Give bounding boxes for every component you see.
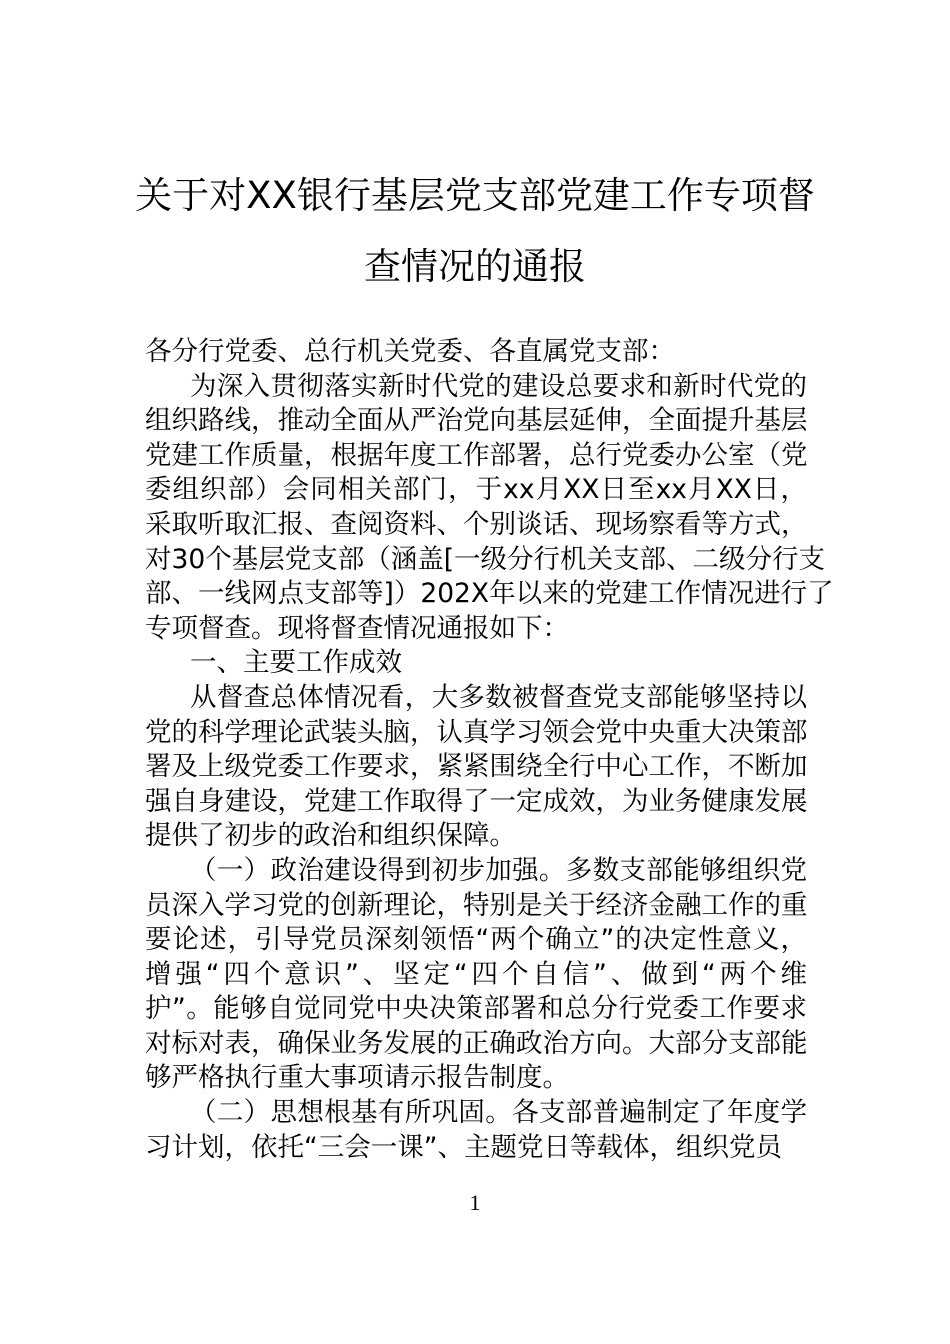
text-line: 强自身建设，党建工作取得了一定成效，为业务健康发展 bbox=[145, 785, 808, 817]
text-line: 为深入贯彻落实新时代党的建设总要求和新时代党的 bbox=[190, 370, 807, 402]
text-line: 对30个基层党支部（涵盖[一级分行机关支部、二级分行支 bbox=[145, 543, 826, 575]
document-body bbox=[145, 335, 834, 1165]
text-line: 采取听取汇报、查阅资料、个别谈话、现场察看等方式， bbox=[145, 508, 808, 540]
text-line: 党的科学理论武装头脑，认真学习领会党中央重大决策部 bbox=[145, 716, 808, 748]
document-title-line-2: 查情况的通报 bbox=[364, 245, 586, 288]
text-line: 专项督查。现将督查情况通报如下： bbox=[145, 612, 569, 644]
text-line: 署及上级党委工作要求，紧紧围绕全行中心工作，不断加 bbox=[145, 751, 808, 783]
paragraph bbox=[145, 646, 807, 681]
text-line: 提供了初步的政治和组织保障。 bbox=[145, 820, 516, 852]
text-line: 增强“四个意识”、坚定“四个自信”、做到“两个维 bbox=[145, 958, 807, 990]
paragraph bbox=[145, 681, 807, 854]
text-line: 习计划，依托“三会一课”、主题党日等载体，组织党员 bbox=[145, 1131, 782, 1163]
text-line: 护”。能够自觉同党中央决策部署和总分行党委工作要求 bbox=[145, 993, 807, 1025]
text-line: 对标对表，确保业务发展的正确政治方向。大部分支部能 bbox=[145, 1027, 808, 1059]
text-line: 要论述，引导党员深刻领悟“两个确立”的决定性意义， bbox=[145, 924, 807, 956]
paragraph bbox=[145, 854, 807, 1096]
paragraph bbox=[145, 1096, 807, 1165]
text-line: 一、主要工作成效 bbox=[190, 647, 402, 679]
page-number: 1 bbox=[469, 1190, 481, 1215]
text-line: 党建工作质量，根据年度工作部署，总行党委办公室（党 bbox=[145, 439, 808, 471]
paragraph bbox=[145, 335, 807, 370]
text-line: 各分行党委、总行机关党委、各直属党支部： bbox=[145, 336, 675, 367]
paragraph bbox=[145, 370, 834, 647]
text-line: 委组织部）会同相关部门，于xx月XX日至xx月XX日， bbox=[145, 474, 807, 506]
text-line: 从督查总体情况看，大多数被督查党支部能够坚持以 bbox=[190, 681, 807, 713]
text-line: 够严格执行重大事项请示报告制度。 bbox=[145, 1062, 569, 1094]
text-line: （一）政治建设得到初步加强。多数支部能够组织党 bbox=[190, 854, 807, 886]
text-line: 组织路线，推动全面从严治党向基层延伸，全面提升基层 bbox=[145, 405, 808, 437]
text-line: （二）思想根基有所巩固。各支部普遍制定了年度学 bbox=[190, 1097, 807, 1129]
text-line: 部、一线网点支部等]）202X年以来的党建工作情况进行了 bbox=[145, 578, 834, 610]
document-title-line-1: 关于对XX银行基层党支部党建工作专项督 bbox=[135, 174, 815, 217]
text-line: 员深入学习党的创新理论，特别是关于经济金融工作的重 bbox=[145, 889, 808, 921]
